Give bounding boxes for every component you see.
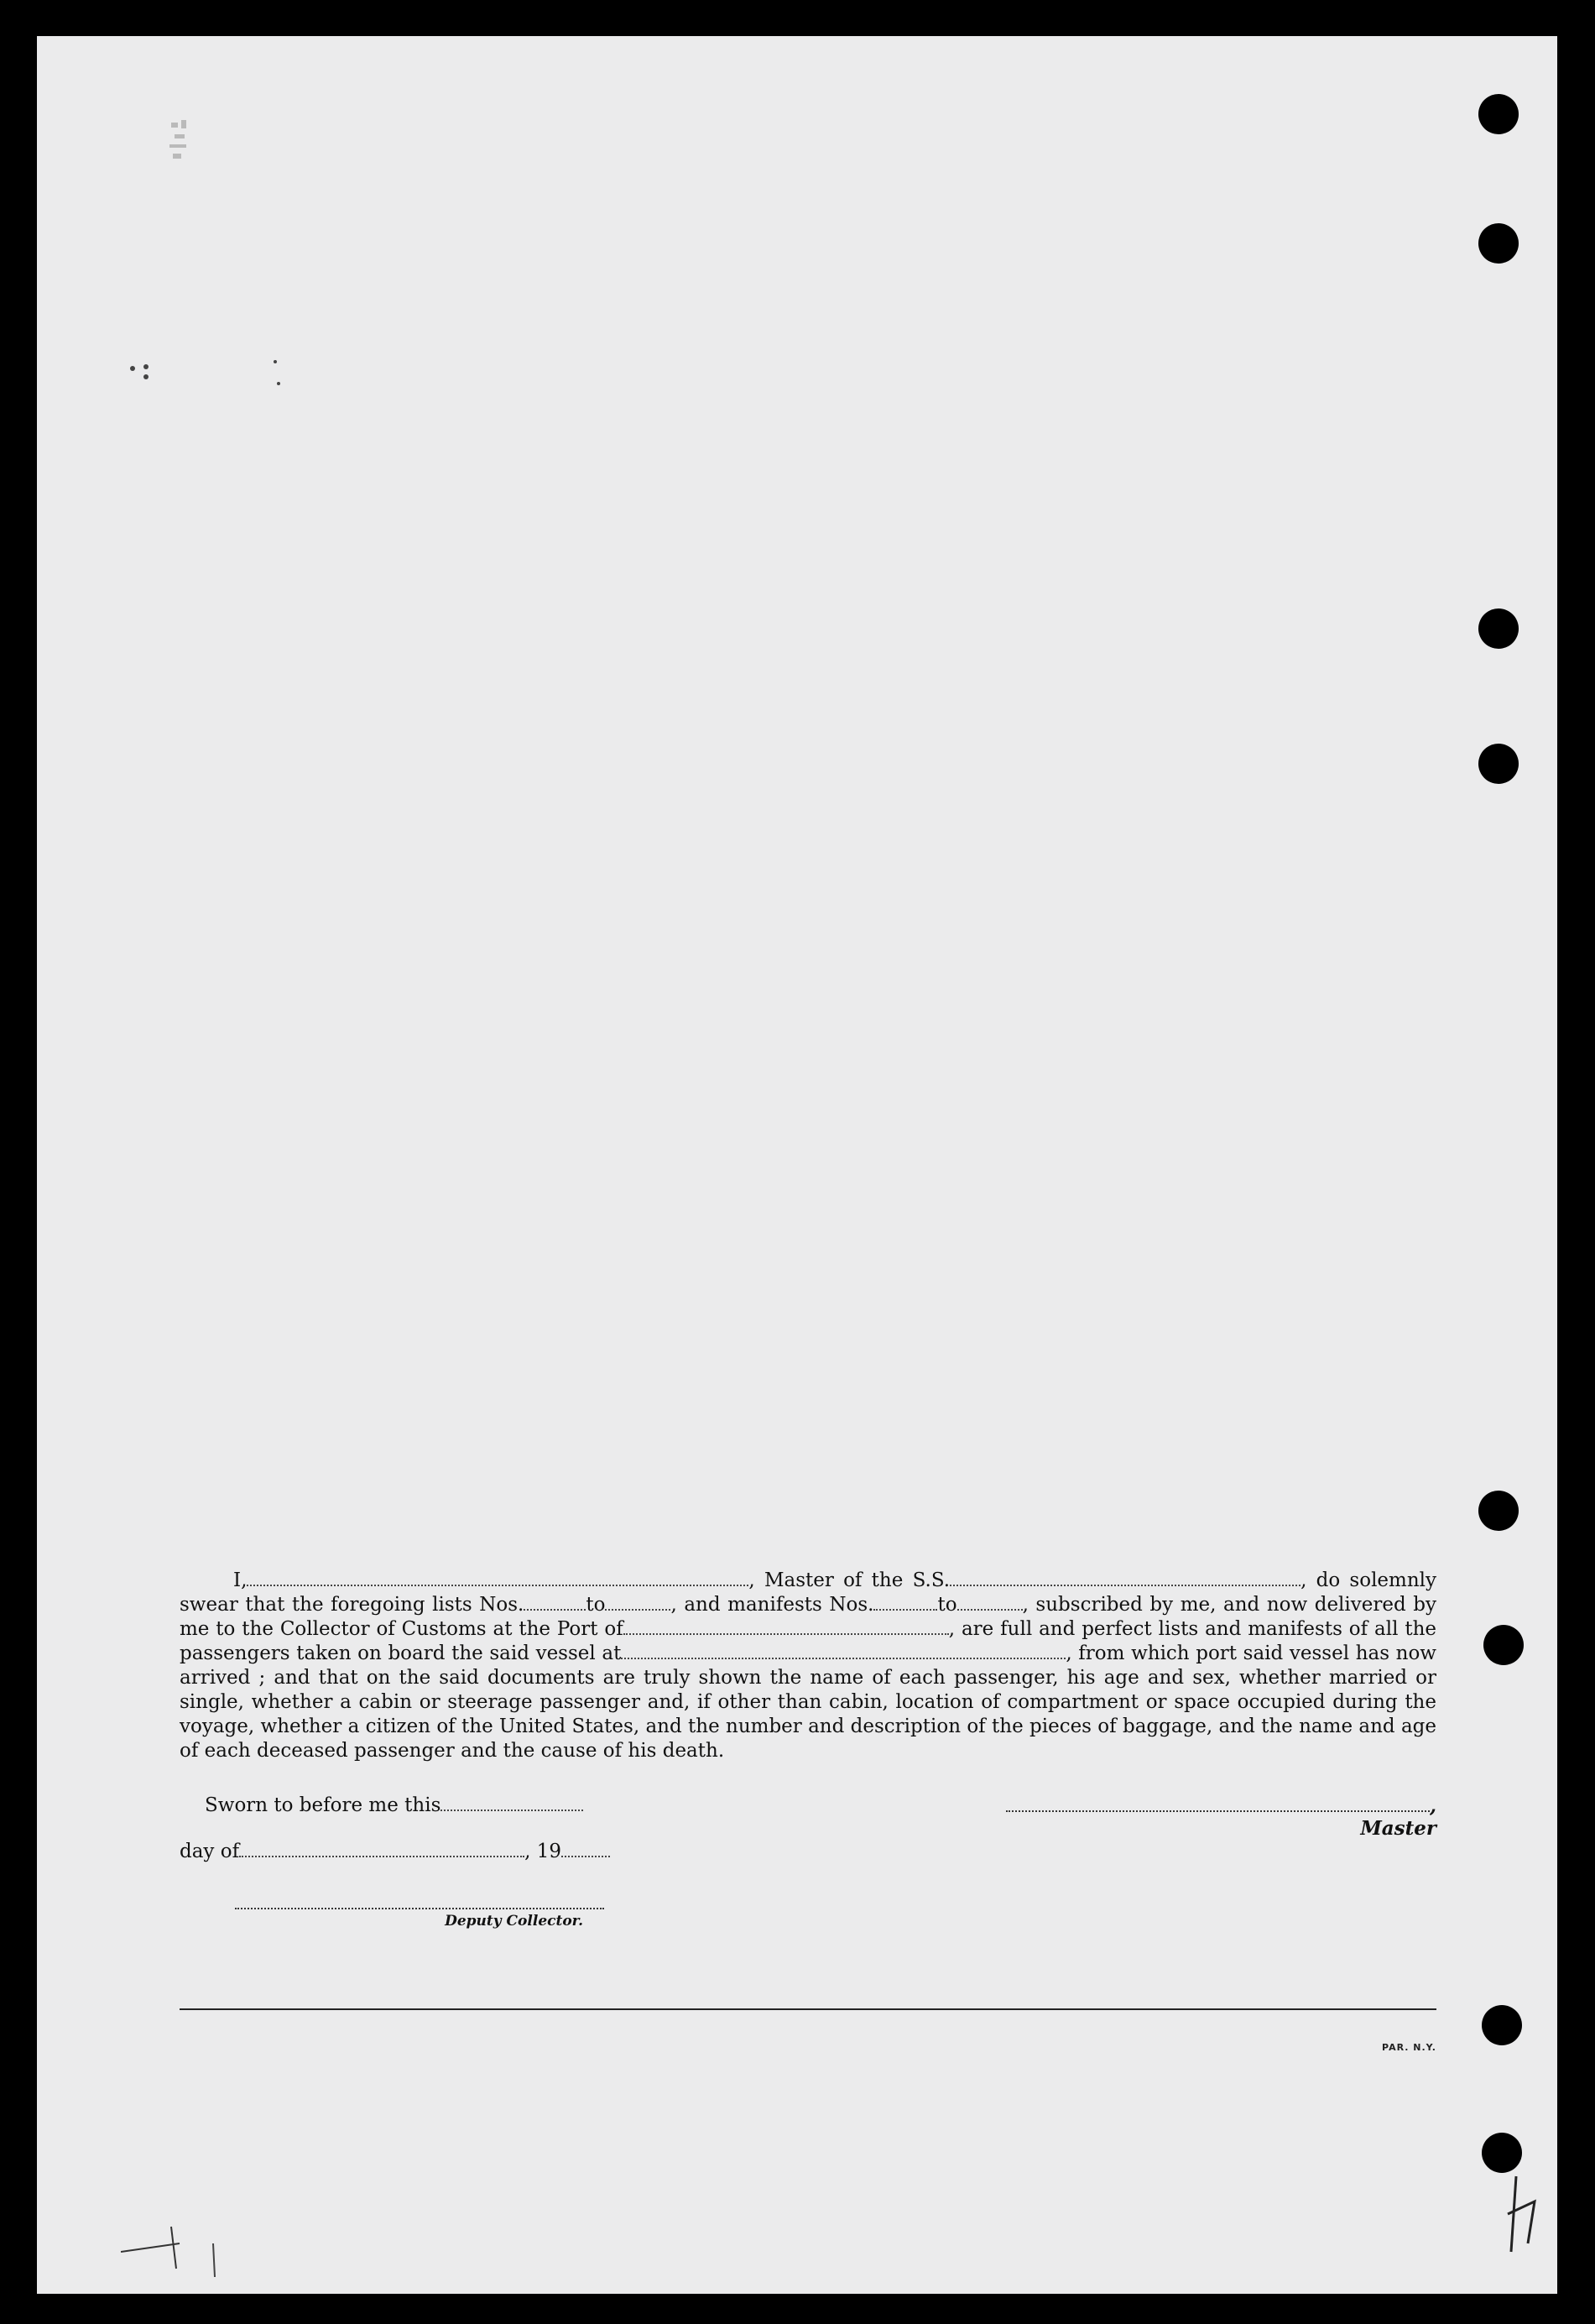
margin-marks-icon xyxy=(121,2218,238,2289)
punch-hole-icon xyxy=(1478,744,1519,784)
oath-text-6: , from which port said vessel has now arrived ; and that on the said documents are truly shown the name of each passenger, his age and sex, whether married or single, whether a cabin or steerage passenger and, if other than cabin, location of compartment or space occupied during the voyage, whether a citizen of the United States, and the number and description of the pieces of baggage, and the name and age of each deceased passenger and the cause of his death. xyxy=(180,1642,1436,1762)
oath-text-5: , are full and perfect lists and manifests of all the passengers taken on board the said vessel at xyxy=(180,1618,1436,1664)
oath-to-2: to xyxy=(937,1594,957,1616)
master-label: , Master xyxy=(1360,1794,1436,1840)
manifests-from-field[interactable] xyxy=(873,1595,937,1611)
departure-port-field[interactable] xyxy=(621,1644,1066,1659)
master-signature-field[interactable] xyxy=(1006,1795,1430,1812)
day-of-label: day of xyxy=(180,1841,240,1862)
punch-hole-icon xyxy=(1482,2005,1522,2045)
oath-text-1: , Master of the S.S. xyxy=(748,1569,951,1591)
handwritten-mark-icon xyxy=(1501,2168,1551,2264)
sworn-day-field[interactable] xyxy=(440,1796,583,1811)
punch-hole-icon xyxy=(1478,608,1519,649)
sworn-line xyxy=(205,1794,583,1816)
deputy-signature-field[interactable] xyxy=(235,1908,604,1909)
sworn-label: Sworn to before me this xyxy=(205,1794,441,1816)
day-of-line xyxy=(180,1841,610,1862)
punch-hole-icon xyxy=(1482,2133,1522,2173)
master-signature-line xyxy=(926,1794,1436,1840)
oath-text-4: , subscribed by me, and now delivered by me to the Collector of Customs at the Port of xyxy=(180,1594,1436,1640)
arrival-port-field[interactable] xyxy=(623,1620,949,1635)
document-page xyxy=(37,36,1557,2294)
vessel-name-field[interactable] xyxy=(950,1571,1300,1586)
lists-to-field[interactable] xyxy=(605,1595,670,1611)
year-field[interactable] xyxy=(561,1842,610,1857)
oath-text-2: , do solemnly swear that the foregoing lists Nos. xyxy=(180,1569,1437,1616)
bottom-rule xyxy=(180,2008,1436,2010)
month-field[interactable] xyxy=(239,1842,524,1857)
oath-paragraph xyxy=(180,1569,1436,1763)
deputy-collector-label: Deputy Collector. xyxy=(445,1913,583,1930)
faded-stamp-mark xyxy=(163,116,238,183)
oath-prefix: I, xyxy=(233,1569,248,1591)
punch-hole-icon xyxy=(1478,94,1519,134)
oath-text-3: , and manifests Nos. xyxy=(670,1594,874,1616)
punch-hole-icon xyxy=(1483,1625,1524,1665)
oath-to-1: to xyxy=(586,1594,606,1616)
stray-marks xyxy=(128,358,295,398)
year-label: , 19 xyxy=(524,1841,561,1862)
punch-hole-icon xyxy=(1478,1491,1519,1531)
manifests-to-field[interactable] xyxy=(957,1595,1023,1611)
lists-from-field[interactable] xyxy=(524,1595,586,1611)
master-name-field[interactable] xyxy=(247,1571,748,1586)
printer-mark: PAR. N.Y. xyxy=(1382,2042,1436,2053)
punch-hole-icon xyxy=(1478,223,1519,264)
